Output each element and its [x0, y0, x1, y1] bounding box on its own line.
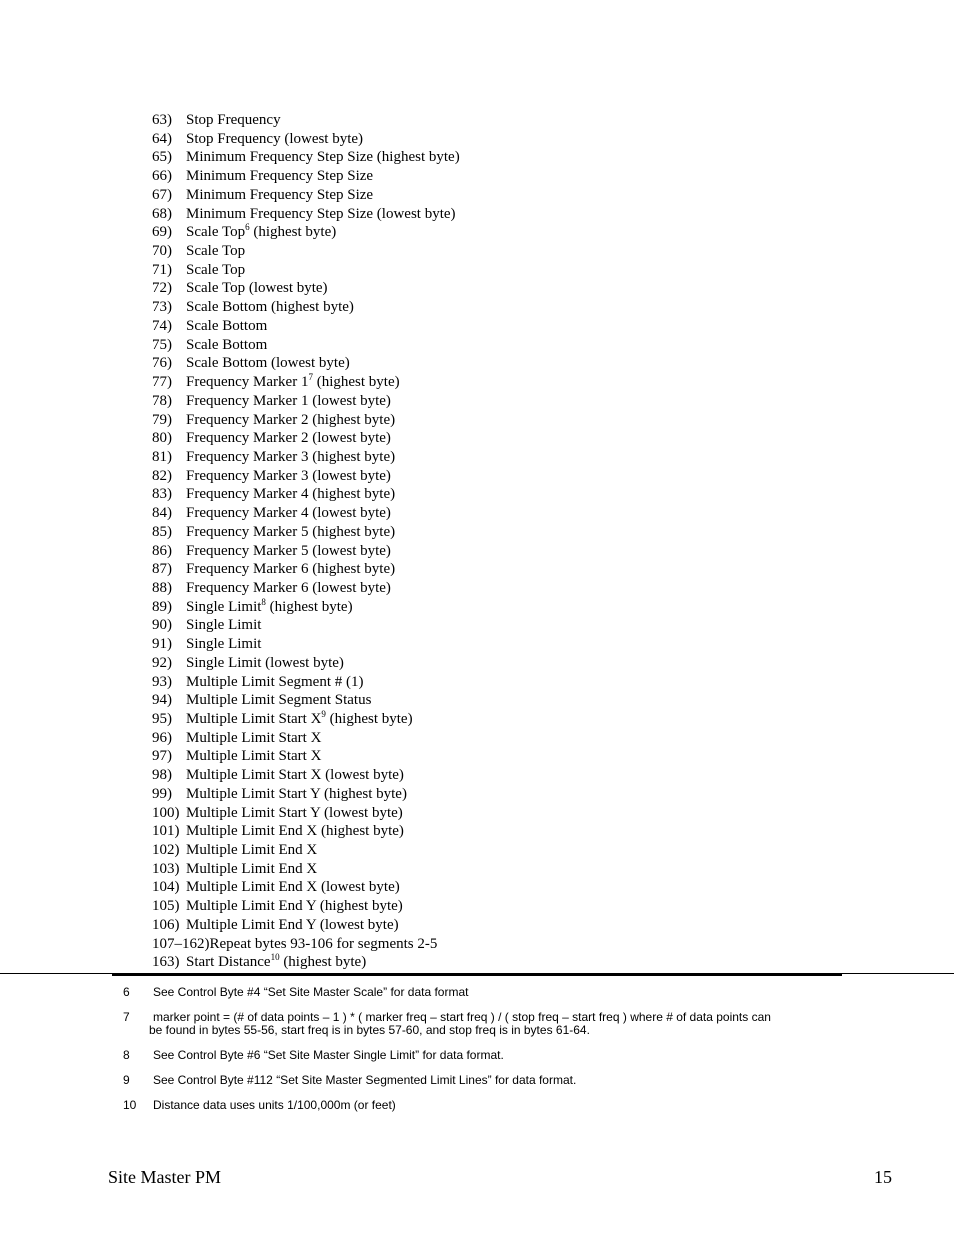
item-number: 83) — [152, 486, 172, 503]
footnote-ref[interactable]: 6 — [245, 222, 250, 233]
item-text: Stop Frequency (lowest byte) — [186, 130, 364, 147]
item-text: Multiple Limit Start Y (highest byte) — [186, 785, 407, 802]
item-text: Single Limit — [186, 598, 262, 615]
item-number: 67) — [152, 186, 172, 203]
item-number: 106) — [152, 916, 180, 933]
item-number: 72) — [152, 280, 172, 297]
item-number: 85) — [152, 523, 172, 540]
list-item — [152, 111, 460, 130]
list-item — [152, 766, 460, 785]
item-text: Multiple Limit End X — [186, 860, 318, 877]
list-item — [152, 167, 460, 186]
item-number: 104) — [152, 879, 180, 896]
item-number: 65) — [152, 149, 172, 166]
list-item — [152, 130, 460, 149]
item-text: Multiple Limit Start Y (lowest byte) — [186, 804, 403, 821]
footnote — [123, 1011, 823, 1037]
footnote-text — [153, 986, 823, 999]
item-number: 91) — [152, 636, 172, 653]
item-text: Frequency Marker 5 (highest byte) — [186, 523, 396, 540]
item-text: Frequency Marker 1 (lowest byte) — [186, 392, 391, 409]
footnote-line: Distance data uses units 1/100,000m (or feet) — [153, 1098, 396, 1112]
list-item — [152, 411, 460, 430]
item-text: Repeat bytes 93-106 for segments 2-5 — [209, 935, 438, 952]
list-item — [152, 392, 460, 411]
list-item — [152, 616, 460, 635]
item-text: Scale Top — [186, 243, 246, 260]
item-text: Multiple Limit Start X — [186, 711, 322, 727]
footnote-ref[interactable]: 9 — [321, 709, 326, 719]
footnote-ref[interactable]: 8 — [261, 596, 266, 607]
item-number: 87) — [152, 561, 172, 578]
item-number: 82) — [152, 467, 172, 484]
list-item — [152, 747, 460, 766]
footnote — [123, 986, 823, 999]
item-text: Multiple Limit Segment Status — [186, 692, 372, 709]
list-item — [152, 935, 460, 954]
item-number: 68) — [152, 205, 172, 222]
list-item — [152, 186, 460, 205]
item-number: 163) — [152, 954, 180, 971]
item-text: Frequency Marker 1 — [186, 374, 309, 391]
item-number: 77) — [152, 374, 172, 391]
item-number: 70) — [152, 243, 172, 260]
list-item — [152, 860, 460, 879]
item-number: 74) — [152, 317, 172, 334]
item-text: Frequency Marker 2 (highest byte) — [186, 411, 396, 428]
footer-title: Site Master PM — [108, 1167, 222, 1187]
item-number: 86) — [152, 542, 172, 559]
item-text: Multiple Limit Segment # (1) — [186, 673, 364, 690]
footnote-number: 7 — [123, 1010, 130, 1024]
list-item — [152, 279, 460, 298]
item-text: Multiple Limit End X — [186, 842, 318, 859]
list-item — [152, 429, 460, 448]
list-item — [152, 148, 460, 167]
item-text: Start Distance — [186, 954, 271, 971]
item-text: Frequency Marker 3 (lowest byte) — [186, 467, 391, 484]
item-number: 76) — [152, 355, 172, 372]
list-item — [152, 261, 460, 280]
list-item — [152, 897, 460, 916]
footnote-ref[interactable]: 7 — [308, 372, 313, 383]
item-number: 79) — [152, 411, 172, 428]
list-item — [152, 841, 460, 860]
footnote-number: 9 — [123, 1073, 130, 1087]
item-text: Multiple Limit Start X (lowest byte) — [186, 767, 404, 784]
footnote-text — [153, 1099, 823, 1112]
list-item — [152, 354, 460, 373]
footnote-line: See Control Byte #6 “Set Site Master Single Limit” for data format. — [153, 1048, 504, 1062]
item-text: Frequency Marker 3 (highest byte) — [186, 448, 396, 465]
footnote-line: See Control Byte #112 “Set Site Master Segmented Limit Lines” for data format. — [153, 1073, 577, 1087]
item-text: Multiple Limit Start X — [186, 748, 322, 765]
item-text: Frequency Marker 4 (lowest byte) — [186, 505, 391, 522]
item-number: 66) — [152, 168, 172, 185]
list-item — [152, 729, 460, 748]
item-text: Frequency Marker 4 (highest byte) — [186, 486, 396, 503]
list-item — [152, 691, 460, 710]
item-number: 95) — [152, 711, 172, 727]
item-text: Minimum Frequency Step Size (lowest byte) — [186, 205, 456, 222]
item-text: Frequency Marker 5 (lowest byte) — [186, 542, 391, 559]
item-text: Scale Bottom — [186, 317, 268, 334]
list-item — [152, 635, 460, 654]
list-item — [152, 504, 460, 523]
footnote-number: 8 — [123, 1048, 130, 1062]
item-number: 80) — [152, 430, 172, 447]
list-item — [152, 317, 460, 336]
item-number: 97) — [152, 748, 172, 765]
item-text: Single Limit (lowest byte) — [186, 654, 344, 671]
item-text-suffix: (highest byte) — [249, 224, 337, 241]
item-number: 93) — [152, 673, 172, 690]
item-text: Scale Top (lowest byte) — [186, 280, 328, 297]
list-item — [152, 242, 460, 261]
list-item — [152, 785, 460, 804]
item-number: 64) — [152, 130, 172, 147]
item-text-suffix: (highest byte) — [279, 954, 367, 971]
item-number: 69) — [152, 224, 172, 241]
footnote-text — [153, 1074, 823, 1087]
page-number: 15 — [874, 1167, 892, 1187]
item-number: 89) — [152, 598, 172, 615]
footnote-text — [149, 1010, 823, 1037]
item-number: 75) — [152, 336, 172, 353]
item-number: 71) — [152, 261, 172, 278]
item-text: Frequency Marker 2 (lowest byte) — [186, 430, 391, 447]
item-number: 98) — [152, 767, 172, 784]
footnote-ref[interactable]: 10 — [270, 952, 280, 963]
item-number: 90) — [152, 617, 172, 634]
item-text-suffix: (highest byte) — [325, 711, 413, 727]
list-item — [152, 373, 460, 392]
item-number: 63) — [152, 112, 172, 128]
item-number: 84) — [152, 505, 172, 522]
list-item — [152, 654, 460, 673]
footnote-text — [153, 1049, 823, 1062]
item-number: 107–162) — [152, 935, 210, 952]
footnote — [123, 1099, 823, 1112]
list-item — [152, 336, 460, 355]
item-text: Single Limit — [186, 617, 262, 634]
item-text-suffix: (highest byte) — [265, 598, 353, 615]
list-item — [152, 673, 460, 692]
item-text: Multiple Limit End X (highest byte) — [186, 823, 404, 840]
footnote-line: See Control Byte #4 “Set Site Master Scale” for data format — [153, 985, 469, 999]
item-text: Scale Top — [186, 224, 246, 241]
footnote-separator — [112, 974, 842, 976]
item-text: Minimum Frequency Step Size — [186, 186, 374, 203]
item-number: 102) — [152, 842, 180, 859]
item-number: 96) — [152, 729, 172, 746]
item-number: 78) — [152, 392, 172, 409]
item-text: Scale Bottom (lowest byte) — [186, 355, 350, 372]
list-item — [152, 560, 460, 579]
list-item — [152, 223, 460, 242]
list-item — [152, 804, 460, 823]
item-number: 88) — [152, 579, 172, 596]
item-number: 103) — [152, 860, 180, 877]
item-text: Frequency Marker 6 (highest byte) — [186, 561, 396, 578]
list-item — [152, 523, 460, 542]
item-number: 105) — [152, 898, 180, 915]
footnotes — [123, 986, 823, 1124]
list-item — [152, 467, 460, 486]
list-item — [152, 878, 460, 897]
list-item — [152, 822, 460, 841]
list-item — [152, 448, 460, 467]
byte-list — [152, 111, 460, 972]
item-text: Single Limit — [186, 636, 262, 653]
item-text: Scale Top — [186, 261, 246, 278]
item-number: 92) — [152, 654, 172, 671]
footnote-line: marker point = (# of data points – 1 ) * ( marker freq – start freq ) / ( stop freq – start freq ) where # of data points can — [153, 1010, 771, 1024]
item-number: 94) — [152, 692, 172, 709]
item-text: Minimum Frequency Step Size — [186, 168, 374, 185]
item-text: Multiple Limit End Y (highest byte) — [186, 898, 403, 915]
list-item — [152, 916, 460, 935]
list-item — [152, 542, 460, 561]
item-text: Frequency Marker 6 (lowest byte) — [186, 579, 391, 596]
item-number: 100) — [152, 804, 180, 821]
footnote — [123, 1074, 823, 1087]
list-item — [152, 205, 460, 224]
item-text-suffix: (highest byte) — [312, 374, 400, 391]
footnote-number: 10 — [123, 1098, 137, 1112]
list-item — [152, 579, 460, 598]
list-item — [152, 953, 460, 972]
item-text: Stop Frequency — [186, 112, 281, 128]
list-item — [152, 485, 460, 504]
item-number: 81) — [152, 448, 172, 465]
item-text: Multiple Limit Start X — [186, 729, 322, 746]
item-number: 73) — [152, 299, 172, 316]
item-text: Scale Bottom (highest byte) — [186, 299, 354, 316]
item-text: Multiple Limit End X (lowest byte) — [186, 879, 400, 896]
item-text: Minimum Frequency Step Size (highest byte) — [186, 149, 460, 166]
footnote-number: 6 — [123, 985, 130, 999]
item-number: 101) — [152, 823, 180, 840]
item-text: Scale Bottom — [186, 336, 268, 353]
item-number: 99) — [152, 785, 172, 802]
list-item — [152, 598, 460, 617]
item-text: Multiple Limit End Y (lowest byte) — [186, 916, 399, 933]
list-item — [152, 298, 460, 317]
footnote — [123, 1049, 823, 1062]
footnote-line: be found in bytes 55-56, start freq is in bytes 57-60, and stop freq is in bytes 61-64. — [149, 1023, 590, 1037]
list-item — [152, 710, 460, 729]
